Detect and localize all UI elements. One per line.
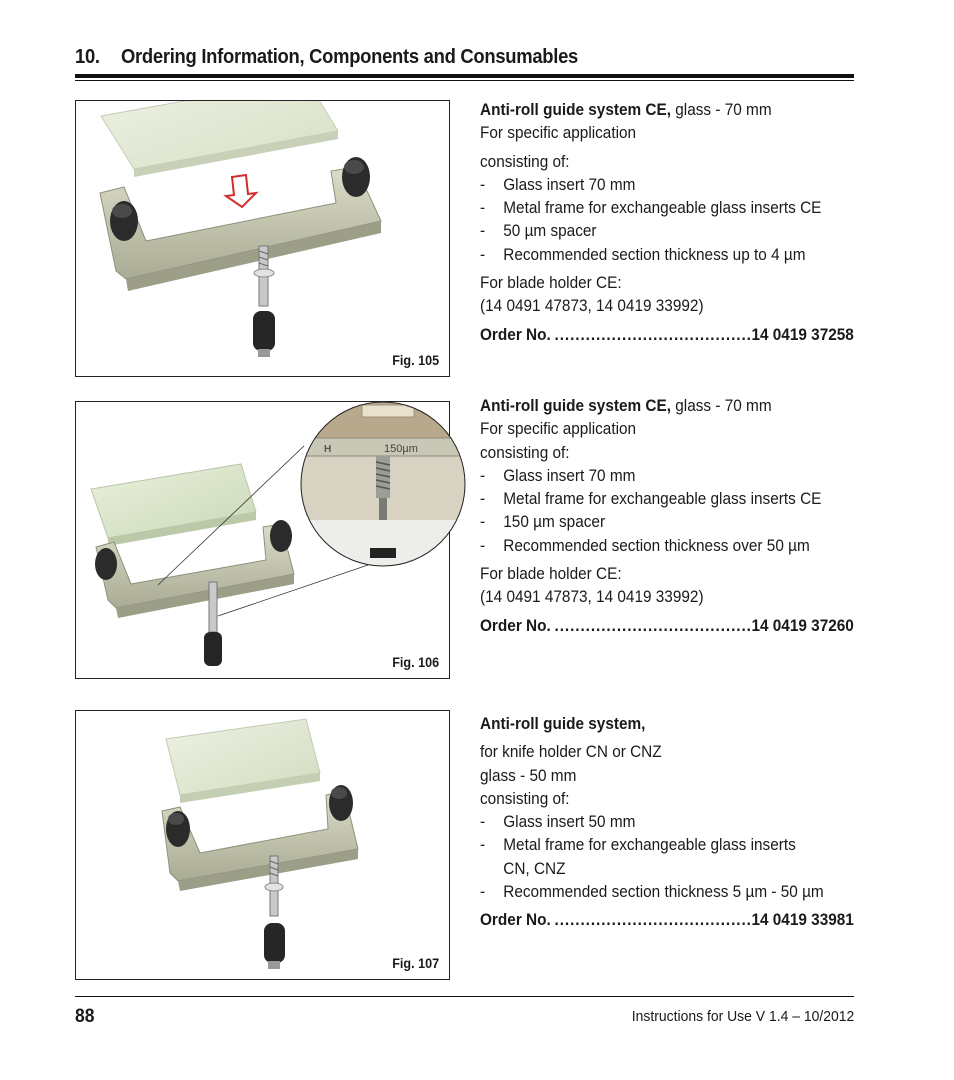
product-block-37260 [480, 395, 854, 638]
application-text: For specific application [480, 124, 637, 143]
figure-107 [75, 710, 450, 980]
product-name: Anti-roll guide system CE, [480, 101, 671, 119]
figure-105 [75, 100, 450, 377]
list-item: - Glass insert 70 mm [480, 175, 636, 194]
section-heading [75, 46, 792, 69]
consisting-of-label: consisting of: [480, 443, 570, 462]
product-block-33981 [480, 713, 854, 933]
list-item: - Metal frame for exchangeable glass inserts CE [480, 490, 822, 509]
order-line [480, 909, 854, 932]
order-number: 14 0419 33981 [751, 911, 854, 930]
holder-label: For blade holder CE: [480, 565, 622, 584]
order-label: Order No. [480, 616, 551, 635]
figure-106 [75, 401, 450, 679]
list-item: - Glass insert 70 mm [480, 466, 636, 485]
consisting-of-label: consisting of: [480, 789, 570, 808]
figure-caption: Fig. 105 [392, 352, 439, 368]
order-number: 14 0419 37258 [751, 325, 854, 344]
list-item-continuation: CN, CNZ [503, 859, 566, 878]
order-label: Order No. [480, 325, 551, 344]
order-label: Order No. [480, 911, 551, 930]
product-variant: glass - 70 mm [670, 101, 772, 119]
magnifier-spacer-label: 150µm [384, 443, 418, 455]
holder-label: For blade holder CE: [480, 274, 622, 293]
section-number: 10. [75, 46, 100, 68]
holder-numbers: (14 0491 47873, 14 0419 33992) [480, 297, 704, 316]
list-item: - Recommended section thickness up to 4 µm [480, 245, 806, 264]
section-title: Ordering Information, Components and Consumables [121, 46, 579, 68]
list-item: - 50 µm spacer [480, 222, 597, 241]
product-name: Anti-roll guide system, [480, 715, 646, 733]
holder-numbers: (14 0491 47873, 14 0419 33992) [480, 588, 704, 607]
document-info: Instructions for Use V 1.4 – 10/2012 [631, 1008, 854, 1025]
list-item: - Metal frame for exchangeable glass inserts [480, 836, 796, 855]
page-number: 88 [75, 1006, 95, 1027]
list-item: - Recommended section thickness 5 µm - 50 µm [480, 883, 824, 902]
consisting-of-label: consisting of: [480, 152, 570, 171]
anti-roll-guide-cn-illustration [76, 711, 449, 979]
application-text: For specific application [480, 420, 637, 439]
product-variant: glass - 70 mm [670, 397, 772, 415]
glass-text: glass - 50 mm [480, 766, 577, 785]
list-item: - Glass insert 50 mm [480, 813, 636, 832]
product-block-37258 [480, 99, 854, 347]
list-item: - Metal frame for exchangeable glass inserts CE [480, 199, 822, 218]
order-number: 14 0419 37260 [751, 616, 854, 635]
product-title [480, 395, 828, 418]
header-rule [75, 74, 854, 78]
magnifier-mark: H [324, 444, 332, 455]
anti-roll-guide-ce-50-illustration [76, 101, 449, 376]
order-line [480, 324, 854, 347]
for-holder-text: for knife holder CN or CNZ [480, 743, 662, 762]
order-line [480, 615, 854, 638]
header-rule-thin [75, 80, 854, 81]
list-item: - 150 µm spacer [480, 513, 606, 532]
anti-roll-guide-ce-150-illustration [76, 402, 476, 678]
figure-caption: Fig. 107 [392, 955, 439, 971]
product-name: Anti-roll guide system CE, [480, 397, 671, 415]
figure-caption: Fig. 106 [392, 654, 439, 670]
list-item: - Recommended section thickness over 50 µm [480, 536, 810, 555]
product-title [480, 99, 828, 122]
footer-rule [75, 996, 854, 997]
